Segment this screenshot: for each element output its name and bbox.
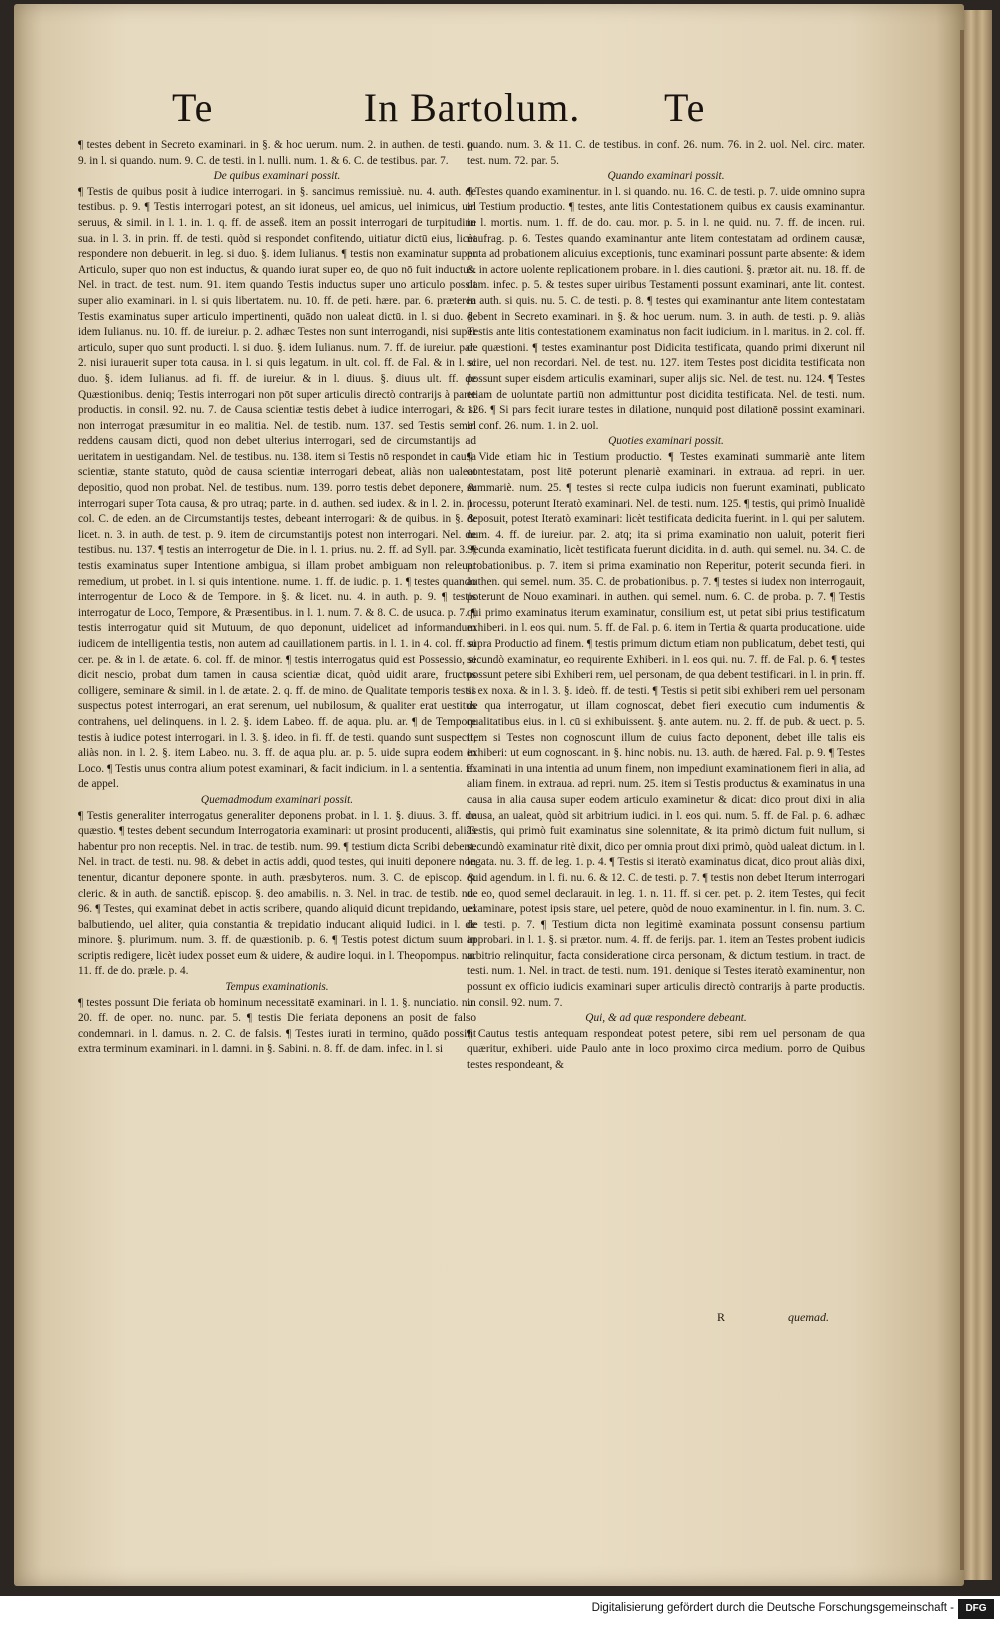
section-heading: Quemadmodum examinari possit. <box>200 793 354 806</box>
dfg-logo: DFG <box>958 1599 994 1619</box>
running-head-title: In Bartolum. <box>363 85 581 130</box>
section-heading: Quando examinari possit. <box>607 170 725 183</box>
section-heading: Tempus examinationis. <box>225 981 329 994</box>
right-column <box>467 138 865 1074</box>
signature-mark: R <box>717 1310 726 1324</box>
section-heading: Quoties examinari possit. <box>608 435 724 448</box>
page-edges <box>964 10 992 1580</box>
paragraph: quando. num. 3. & 11. C. de testibus. in conf. 26. num. 76. in 2. uol. Nel. circ. mater. test. num. 72. par. 5. <box>467 139 865 167</box>
paragraph: ¶ testes debent in Secreto examinari. in §. & hoc uerum. num. 2. in authen. de testi. p. 9. in l. si quando. num. 9. C. de testi. in l. nulli. num. 1. & 6. C. de testibus. par. 7. <box>78 139 476 167</box>
paragraph: ¶ Testes quando examinentur. in l. si quando. nu. 16. C. de testi. p. 7. uide omnino supra in Testium productio. ¶ testes, ante litis Contestationem quibus ex causis examinantur. in l. mortis. num. 1. ff. de do. cau. mor. p. 5. in l. ne quid. nu. 7. ff. de incen. rui. naufrag. p. 6. Testes quando examinantur ante litem contestatam ad ordinem causæ, puta ad probationem alicuius exceptionis, tunc examinari possunt parte absente: & idem & in actore uolente replicationem probare. in l. dies cautioni. §. prætor ait. nu. 18. ff. de dam. infec. p. 5. & testes super uiribus Testamenti possunt examinari, ante lit. contest. in auth. si quis. nu. 5. C. de testi. p. 8. ¶ testes qui examinantur ante litem contestatam debent in Secreto examinari. in §. & hoc uerum. num. 3. in auth. de testi. p. 9. aliàs Testis ante litis contestationem examinatus non facit iudicium. in l. maritus. in 2. col. ff. de quæstioni. ¶ testes examinantur post Didicita testificata, quando primi dixerunt nil scire, uel non recordari. Nel. de test. nu. 127. item Testes post dicidita testificata non possunt super eisdem articulis examinari, super alijs sic. Nel. de test. nu. 124. ¶ Testes etiam de uoluntate partiū non admittuntur post dicidita testificata. Nel. de testi. num. 126. ¶ Si pars fecit iurare testes in dilatione, nunquid post dilationē possint examinari. in conf. 26. num. 1. in 2. uol. <box>467 185 865 432</box>
footer-credit: Digitalisierung gefördert durch die Deutsche Forschungsgemeinschaft - <box>591 1602 954 1614</box>
running-head-left: Te <box>172 85 214 130</box>
catchword: quemad. <box>788 1310 829 1324</box>
running-head-right: Te <box>664 85 706 130</box>
paragraph: ¶ Cautus testis antequam respondeat potest petere, sibi rem uel personam de qua quæritur, exhiberi. uide Paulo ante in loco proximo circa medium. porro de Quibus testes respondeant, & <box>467 1027 865 1072</box>
paragraph: ¶ Vide etiam hic in Testium productio. ¶ Testes examinati summariè ante litem contestatam, post litē poterunt plenariè examinari. in extraua. ad repri. in uer. summariè. num. 25. ¶ testes si recte culpa iudicis non fuerunt examinati, publicato processu, poterunt Iteratò examinari. Nel. de testi. num. 125. ¶ testis, qui primò Inualidè deposuit, potest Iteratò examinari: licèt testificata dedicita fuerint. in l. qui per salutem. num. 4. ff. de iureiur. par. 2. atq; ita si prima examinatio non ualuit, poterit fieri Secunda examinatio, licèt testificata fuerunt dicidita. in d. auth. qui semel. nu. 34. C. de probationibus. p. 7. item si prima examinatio non Reperitur, poterit secunda fieri. in authen. qui semel. num. 35. C. de probationibus. p. 7. ¶ testes si iudex non interrogauit, poterunt de Nouo examinari. in authen. qui semel. num. 6. C. de proba. p. 7. ¶ Testis qui primo examinatus iterum examinatur, consilium est, ut petat sibi prius testificatum exhiberi. in l. eos qui. num. 5. ff. de Fal. p. 6. item in Tertia & quarta producatione. uide supra Productio ad finem. ¶ testis primum dictum etiam non publicatum, debet testi, qui secundò examinatur, eo requirente Exhiberi. in l. eos qui. nu. 7. ff. de Fal. p. 6. ¶ testes possunt petere sibi Exhiberi rem, uel personam, de qua debent testificari. in l. in prin. ff. si ex noxa. & in l. 3. §. ideò. ff. de testi. ¶ Testis si petit sibi exhiberi rem uel personam de qua interrogatur, ut illam cognoscat, debet fieri executio cum indumentis & qualitatibus eius. in l. cū si exhibuissent. §. ante autem. nu. 2. ff. de pub. & uect. p. 5. item si Testes non cognoscunt illum de cuius facto deponent, debet ille talis eis exhiberi: ut eum cognoscant. in §. hinc nobis. nu. 13. auth. de hæred. Fal. p. 9. ¶ Testes examinati in una intentia ad unum finem, non impediunt examinationem fieri in alia, ad aliam finem. in extraua. ad repri. num. 25. item si Testis productus & examinatus in una causa in alia causa super eodem articulo examinetur & dicat: dico prout dixi in alia causa, an ualeat, quòd sit arbitrium iudici. in l. eos qui. num. 5. ff. de Fal. p. 6. adhæc Testis, qui primò fuit examinatus sine solennitate, & ita primò dictum fuit nullum, si secundò examinatur ritè dixit, dico per omnia prout dixi primò, quòd ualeat dictum. in l. legata. nu. 3. ff. de leg. 1. p. 4. ¶ Testis si iteratò examinatus dicat, dico prout aliàs dixi, quid agendum. in l. fi. nu. 6. & 12. C. de testi. p. 7. ¶ testis non debet Iterum interrogari de eo, quod semel declarauit. in leg. 1. n. 11. ff. si cer. pet. p. 2. item Testes, qui fecit examinare, potest ipsis stare, uel petere, quòd de nouo examinentur. in l. fin. num. 3. C. de testi. p. 7. ¶ Testium dicta non legitimè examinata possunt consensu partium approbari. in l. 1. §. si prætor. num. 4. ff. de ferijs. par. 1. item an Testes probent iudicis arbitrio relinquitur, facta consideratione circa personam, & dictum testium. in tract. de testi. num. 1. Nel. in tract. de testi. num. 191. denique si Testes iteratò examinentur, non possunt ex officio iudicis examinari super articulis directò contrarijs à parte productis. in consil. 92. num. 7. <box>467 450 865 1009</box>
digitization-footer <box>0 1596 1000 1625</box>
section-heading: Qui, & ad quæ respondere debeant. <box>585 1012 747 1025</box>
left-column <box>78 138 476 1058</box>
paragraph: ¶ testes possunt Die feriata ob hominum necessitatē examinari. in l. 1. §. nunciatio. nu. 20. ff. de oper. no. nunc. par. 5. ¶ testis Die feriata deponens an posit de falso condemnari. in l. damus. n. 2. C. de falsis. ¶ Testes iurati in termino, quādo possint extra terminum examinari. in l. damni. in §. Sabini. n. 8. ff. de dam. infec. in l. si <box>78 996 476 1056</box>
paragraph: ¶ Testis de quibus posit à iudice interrogari. in §. sancimus remissiuè. nu. 4. auth. de testibus. p. 9. ¶ Testis interrogari potest, an sit idoneus, uel amicus, uel inimicus, uel seruus, & simil. in l. 1. in. 1. q. ff. de asseß. item an possit interrogari de turpitudine sua. in l. 3. in prin. ff. de testi. quòd si respondet confitendo, uitiatur dictū eius, licèt respondere non debuerit. in leg. si duo. §. idem Iulianus. ¶ testis non examinatur super Articulo, super quo non est inductus, & quando iurat super eo, de quo nō fuit inductus. Nel. in tract. de test. num. 91. item quando Testis inductus super uno articulo possit super alio examinari. in l. si quis libertatem. nu. 10. ff. de peti. hære. par. 6. præterea Testis examinatus super articulo impertinenti, quādo non ualeat dictū. in l. si duo. §. idem Iulianus. nu. 10. ff. de iureiur. p. 2. adhæc Testes non sunt interrogandi, nisi super articulo, super quo sunt producti. l. si duo. §. idem Iulianus. num. 7. ff. de iureiur. par. 2. nisi iurauerit super tota causa. in l. si quis legatum. in ult. col. ff. de Fal. & in l. si duo. §. idem Iulianus. ad fi. ff. de iureiur. & in l. diuus. §. diuus ult. ff. de Quæstionibus. deniq; Testis interrogari non pōt super articulis directò contrarijs à parte productis. in consil. 92. nu. 7. de Causa scientiæ testis debet à iudice interrogari, & si non interrogat præsumitur in eo malitia. Nel. de testib. num. 137. sed Testis semel reddens causam dicti, quod non debet ulterius interrogari, sed de circumstantijs ad ueritatem in uestigandam. Nel. de testibus. nu. 138. item si Testis nō respondet in causa scientiæ, stante statuto, quòd de causa scientiæ interrogari debeat, aliàs non ualeat depositio, quod non probat. Nel. de testibus. num. 139. porro testis debet deponere, & interrogari super Tota causa, & pro utraq; parte. in d. authen. sed iudex. & in l. 2. in. 1. col. C. de eden. an de Circumstantijs testes, debeant interrogari: & de quibus. in §. & licet. n. 3. in auth. de test. p. 9. item de circumstantijs potest non interrogari. Nel. de testibus. nu. 137. ¶ testis an interrogetur de Die. in l. 1. prius. nu. 2. ff. ad Syll. par. 3. ¶ testis examinatus super Intentione ambigua, si illam probet ambiguam non releuat remedium, ut probet. in l. si quis intentione. nume. 1. ff. de iudic. p. 1. ¶ testes quando interrogentur de Loco & de Tempore. in §. & licet. nu. 4. in auth. p. 9. ¶ testis interrogatur de Loco, Tempore, & Præsentibus. in l. 1. num. 7. & 8. C. de usuca. p. 7. ¶ testis interrogatur quid sit Mutuum, de quo deponunt, uidelicet ad informandum iudicem de intelligentia testis, non autem ad cauillationem partis. in l. 1. in 4. col. ff. si cer. pe. & in l. de ætate. 6. col. ff. de minor. ¶ testis interrogatus quid est Possessio, si dicit nescio, probat dum tamen in causa scientiæ dicat, quòd uidit arare, fructus colligere, seminare & simil. in l. de ætate. 2. q. ff. de mino. de Qualitate temporis testis suspectus potest interrogari, an erat serenum, uel nubilosum, & qualiter erat uestitus contrahens, uel delinquens. in l. 2. §. idem Labeo. ff. de aqua. plu. ar. ¶ de Tempore testis à iudice potest interrogari. in l. 3. §. ideo. in fi. ff. de testi. quando sunt suspecti, aliàs non. in l. 2. §. item Labeo. nu. 3. ff. de aqua plu. ar. p. 5. uide supra eodem in Loco. ¶ Testis unus contra alium potest examinari, & facit indicium. in l. a sententia. ff. de appel. <box>78 185 476 791</box>
section-heading: De quibus examinari possit. <box>213 170 341 183</box>
paragraph: ¶ Testis generaliter interrogatus generaliter deponens probat. in l. 1. §. diuus. 3. ff. de quæstio. ¶ testes debent secundum Interrogatoria examinari: ut prosint producenti, aliàs habentur pro non receptis. Nel. in trac. de testib. num. 99. ¶ testium dicta Scribi debent. Nel. in tract. de testi. nu. 98. & debet in actis addi, quod testes, qui inuiti deponere non tenentur, dicantur deponere sponte. in auth. præsbyteros. num. 3. C. de episcop. & cleric. & in auth. de sanctiß. episcop. §. deo amabilis. n. 3. Nel. in trac. de testib. nu. 96. ¶ Testes, qui examinat debet in actis scribere, quando aliquid dicunt trepidando, uel balbutiendo, uel aliter, quia constantia & trepidatio inducant aliquid Iudici. in l. de minore. §. plurimum. num. 3. ff. de quæstionib. p. 6. ¶ Testis potest dictum suum in scriptis redigere, licèt iudex posset eum & uidere, & audire loqui. in l. Theopompus. nu. 11. ff. de do. præle. p. 4. <box>78 809 476 978</box>
